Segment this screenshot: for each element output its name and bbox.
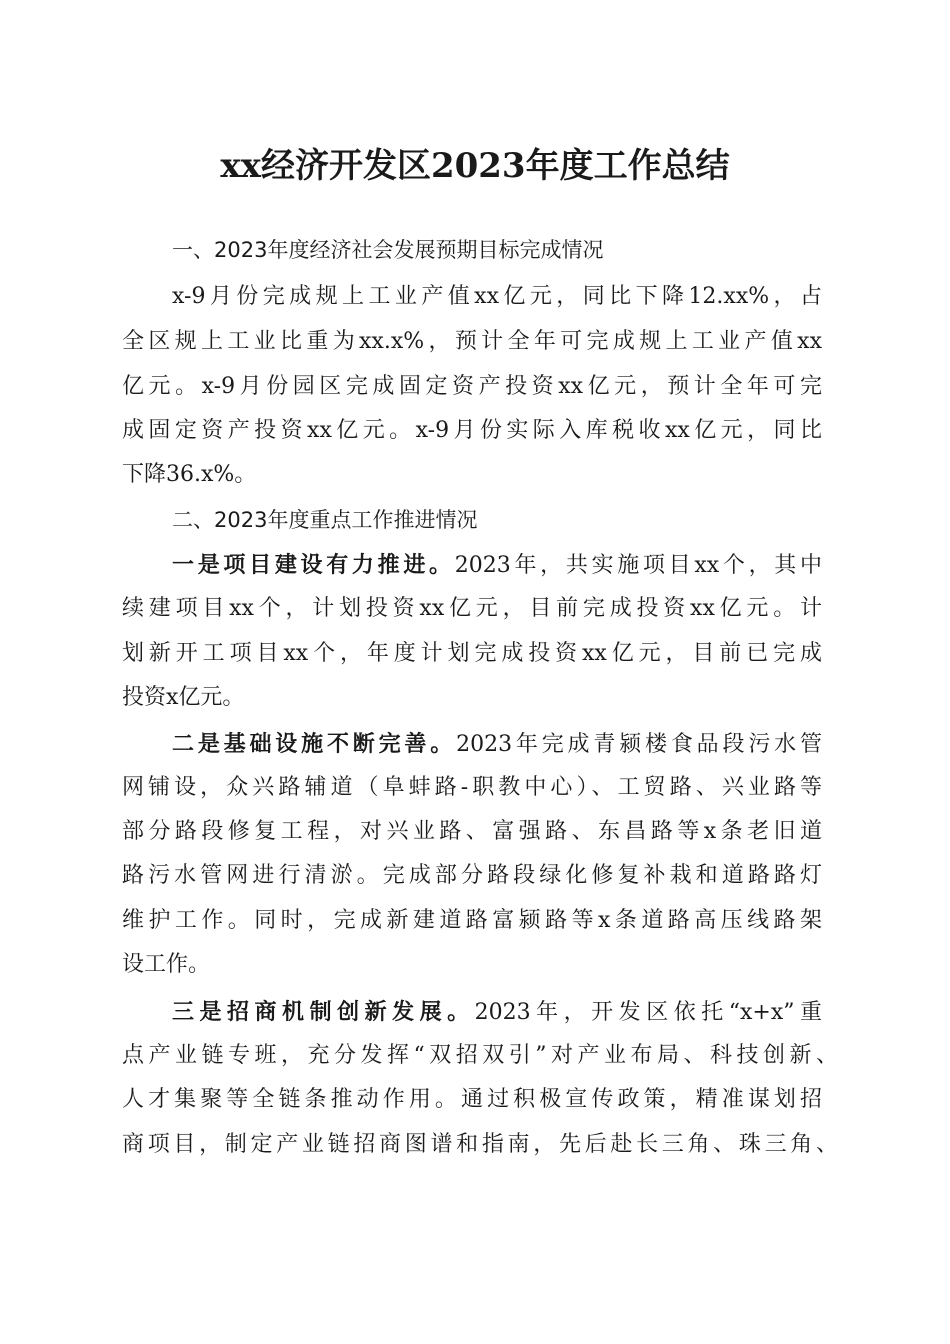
paragraph-lead: 二是基础设施不断完善。 bbox=[172, 731, 457, 757]
paragraph-text: 2023年，共实施项目xx个，其中 bbox=[454, 553, 822, 578]
paragraph-line: 设工作。 bbox=[122, 952, 211, 977]
paragraph-line: 维护工作。同时，完成新建道路富颍路等x条道路高压线路架 bbox=[122, 908, 822, 933]
paragraph-lead: 一是项目建设有力推进。 bbox=[172, 552, 455, 578]
document-title: xx经济开发区2023年度工作总结 bbox=[220, 146, 730, 186]
paragraph-line: 商项目，制定产业链招商图谱和指南，先后赴长三角、珠三角、 bbox=[122, 1132, 838, 1157]
paragraph-line: 网铺设，众兴路辅道（阜蚌路-职教中心）、工贸路、兴业路等 bbox=[122, 775, 822, 800]
paragraph-text: 2023年，开发区依托“x+x”重 bbox=[474, 1000, 822, 1025]
paragraph-text: 2023年完成青颍楼食品段污水管 bbox=[456, 732, 822, 757]
paragraph-line: 亿元。x-9月份园区完成固定资产投资xx亿元，预计全年可完 bbox=[122, 374, 822, 399]
paragraph-line: 投资x亿元。 bbox=[122, 685, 245, 710]
paragraph-line: 续建项目xx个，计划投资xx亿元，目前完成投资xx亿元。计 bbox=[122, 596, 822, 621]
paragraph-line bbox=[172, 550, 822, 580]
paragraph-line: 部分路段修复工程，对兴业路、富强路、东昌路等x条老旧道 bbox=[122, 819, 822, 844]
paragraph-line: 点产业链专班，充分发挥“双招双引”对产业布局、科技创新、 bbox=[122, 1043, 838, 1068]
paragraph-lead: 三是招商机制创新发展。 bbox=[172, 999, 475, 1025]
paragraph-line: 下降36.x%。 bbox=[122, 462, 257, 487]
paragraph-line: 人才集聚等全链条推动作用。通过积极宣传政策，精准谋划招 bbox=[122, 1087, 822, 1112]
paragraph-line: 路污水管网进行清淤。完成部分路段绿化修复补栽和道路路灯 bbox=[122, 863, 822, 888]
paragraph-line: 全区规上工业比重为xx.x%，预计全年可完成规上工业产值xx bbox=[122, 329, 822, 354]
paragraph-line bbox=[172, 729, 822, 759]
section-1-heading: 一、2023年度经济社会发展预期目标完成情况 bbox=[172, 238, 604, 262]
section-2-heading: 二、2023年度重点工作推进情况 bbox=[172, 508, 478, 532]
paragraph-line: 成固定资产投资xx亿元。x-9月份实际入库税收xx亿元，同比 bbox=[122, 418, 822, 443]
paragraph-line: 划新开工项目xx个，年度计划完成投资xx亿元，目前已完成 bbox=[122, 641, 822, 666]
paragraph-line bbox=[172, 997, 822, 1027]
paragraph-line: x-9月份完成规上工业产值xx亿元，同比下降12.xx%，占 bbox=[172, 284, 822, 309]
